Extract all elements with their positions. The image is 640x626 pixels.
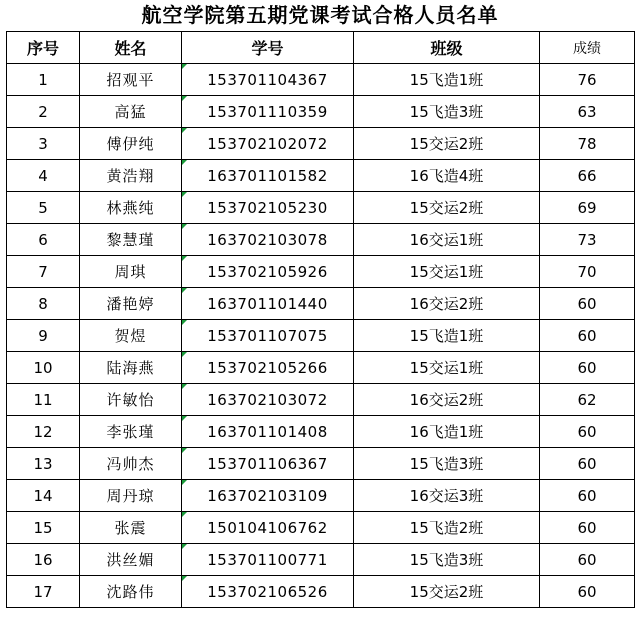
number-as-text-marker-icon	[182, 96, 187, 101]
cell-no: 3	[7, 128, 80, 160]
cell-student-id	[182, 128, 354, 160]
cell-name: 高猛	[80, 96, 182, 128]
table-row	[7, 256, 635, 288]
student-id-text: 153701104367	[207, 70, 328, 89]
table-row	[7, 288, 635, 320]
header-row	[7, 32, 635, 64]
cell-score: 60	[540, 352, 635, 384]
table-row	[7, 480, 635, 512]
cell-no: 15	[7, 512, 80, 544]
cell-no: 16	[7, 544, 80, 576]
header-class: 班级	[354, 32, 540, 64]
cell-name: 洪丝媚	[80, 544, 182, 576]
cell-name: 冯帅杰	[80, 448, 182, 480]
number-as-text-marker-icon	[182, 384, 187, 389]
table-row	[7, 576, 635, 608]
number-as-text-marker-icon	[182, 544, 187, 549]
cell-class: 15飞造2班	[354, 512, 540, 544]
cell-no: 13	[7, 448, 80, 480]
cell-no: 5	[7, 192, 80, 224]
student-id-text: 163701101582	[207, 166, 328, 185]
cell-name: 周丹琼	[80, 480, 182, 512]
cell-student-id	[182, 416, 354, 448]
cell-no: 2	[7, 96, 80, 128]
cell-student-id	[182, 256, 354, 288]
student-id-text: 153701106367	[207, 454, 328, 473]
cell-score: 78	[540, 128, 635, 160]
cell-class: 15飞造1班	[354, 64, 540, 96]
number-as-text-marker-icon	[182, 64, 187, 69]
cell-score: 62	[540, 384, 635, 416]
cell-score: 66	[540, 160, 635, 192]
student-id-text: 153702102072	[207, 134, 328, 153]
table-row	[7, 512, 635, 544]
cell-student-id	[182, 448, 354, 480]
table-row	[7, 96, 635, 128]
student-id-text: 150104106762	[207, 518, 328, 537]
cell-name: 林燕纯	[80, 192, 182, 224]
student-id-text: 163702103109	[207, 486, 328, 505]
cell-name: 周琪	[80, 256, 182, 288]
page-title: 航空学院第五期党课考试合格人员名单	[141, 3, 499, 27]
student-id-text: 153702105230	[207, 198, 328, 217]
table-row	[7, 128, 635, 160]
cell-no: 1	[7, 64, 80, 96]
cell-score: 60	[540, 288, 635, 320]
cell-student-id	[182, 192, 354, 224]
cell-score: 70	[540, 256, 635, 288]
cell-name: 潘艳婷	[80, 288, 182, 320]
number-as-text-marker-icon	[182, 128, 187, 133]
cell-name: 陆海燕	[80, 352, 182, 384]
cell-no: 10	[7, 352, 80, 384]
student-id-text: 153702106526	[207, 582, 328, 601]
cell-score: 69	[540, 192, 635, 224]
number-as-text-marker-icon	[182, 448, 187, 453]
cell-name: 李张瑾	[80, 416, 182, 448]
cell-score: 60	[540, 320, 635, 352]
student-id-text: 153701107075	[207, 326, 328, 345]
header-name: 姓名	[80, 32, 182, 64]
cell-class: 15飞造3班	[354, 96, 540, 128]
table-row	[7, 224, 635, 256]
cell-student-id	[182, 96, 354, 128]
cell-no: 11	[7, 384, 80, 416]
cell-student-id	[182, 224, 354, 256]
cell-class: 16交运2班	[354, 288, 540, 320]
cell-class: 15交运1班	[354, 352, 540, 384]
cell-student-id	[182, 352, 354, 384]
cell-class: 16飞造4班	[354, 160, 540, 192]
student-id-text: 153702105926	[207, 262, 328, 281]
cell-student-id	[182, 544, 354, 576]
cell-no: 14	[7, 480, 80, 512]
number-as-text-marker-icon	[182, 576, 187, 581]
cell-no: 12	[7, 416, 80, 448]
cell-no: 9	[7, 320, 80, 352]
table-row	[7, 544, 635, 576]
cell-student-id	[182, 64, 354, 96]
number-as-text-marker-icon	[182, 160, 187, 165]
cell-no: 17	[7, 576, 80, 608]
cell-score: 63	[540, 96, 635, 128]
cell-class: 15交运1班	[354, 256, 540, 288]
cell-name: 黄浩翔	[80, 160, 182, 192]
cell-name: 招观平	[80, 64, 182, 96]
cell-student-id	[182, 480, 354, 512]
cell-class: 15飞造1班	[354, 320, 540, 352]
number-as-text-marker-icon	[182, 256, 187, 261]
cell-no: 8	[7, 288, 80, 320]
cell-student-id	[182, 288, 354, 320]
table-row	[7, 416, 635, 448]
cell-no: 7	[7, 256, 80, 288]
number-as-text-marker-icon	[182, 224, 187, 229]
table-row	[7, 192, 635, 224]
student-id-text: 163702103072	[207, 390, 328, 409]
cell-score: 60	[540, 576, 635, 608]
cell-class: 15交运2班	[354, 576, 540, 608]
table-row	[7, 448, 635, 480]
number-as-text-marker-icon	[182, 320, 187, 325]
cell-class: 16交运2班	[354, 384, 540, 416]
header-no: 序号	[7, 32, 80, 64]
cell-class: 15飞造3班	[354, 544, 540, 576]
cell-name: 黎慧瑾	[80, 224, 182, 256]
cell-score: 73	[540, 224, 635, 256]
number-as-text-marker-icon	[182, 480, 187, 485]
student-id-text: 153702105266	[207, 358, 328, 377]
cell-class: 16交运3班	[354, 480, 540, 512]
header-student-id: 学号	[182, 32, 354, 64]
cell-score: 60	[540, 512, 635, 544]
cell-score: 60	[540, 416, 635, 448]
table-row	[7, 64, 635, 96]
table-row	[7, 320, 635, 352]
cell-class: 16交运1班	[354, 224, 540, 256]
cell-student-id	[182, 160, 354, 192]
cell-student-id	[182, 384, 354, 416]
number-as-text-marker-icon	[182, 512, 187, 517]
header-score: 成绩	[540, 32, 635, 64]
cell-no: 4	[7, 160, 80, 192]
cell-student-id	[182, 512, 354, 544]
cell-score: 60	[540, 480, 635, 512]
student-id-text: 153701110359	[207, 102, 328, 121]
cell-class: 16飞造1班	[354, 416, 540, 448]
student-id-text: 163701101440	[207, 294, 328, 313]
cell-class: 15交运2班	[354, 192, 540, 224]
cell-name: 傅伊纯	[80, 128, 182, 160]
student-id-text: 163702103078	[207, 230, 328, 249]
cell-student-id	[182, 576, 354, 608]
cell-name: 许敏怡	[80, 384, 182, 416]
cell-class: 15交运2班	[354, 128, 540, 160]
number-as-text-marker-icon	[182, 288, 187, 293]
student-id-text: 153701100771	[207, 550, 328, 569]
number-as-text-marker-icon	[182, 192, 187, 197]
qualified-list-table	[6, 31, 635, 608]
number-as-text-marker-icon	[182, 352, 187, 357]
table-row	[7, 352, 635, 384]
cell-no: 6	[7, 224, 80, 256]
cell-score: 60	[540, 448, 635, 480]
cell-class: 15飞造3班	[354, 448, 540, 480]
cell-score: 60	[540, 544, 635, 576]
cell-student-id	[182, 320, 354, 352]
cell-name: 贺煜	[80, 320, 182, 352]
cell-name: 张震	[80, 512, 182, 544]
cell-score: 76	[540, 64, 635, 96]
table-row	[7, 160, 635, 192]
student-id-text: 163701101408	[207, 422, 328, 441]
number-as-text-marker-icon	[182, 416, 187, 421]
table-row	[7, 384, 635, 416]
cell-name: 沈路伟	[80, 576, 182, 608]
